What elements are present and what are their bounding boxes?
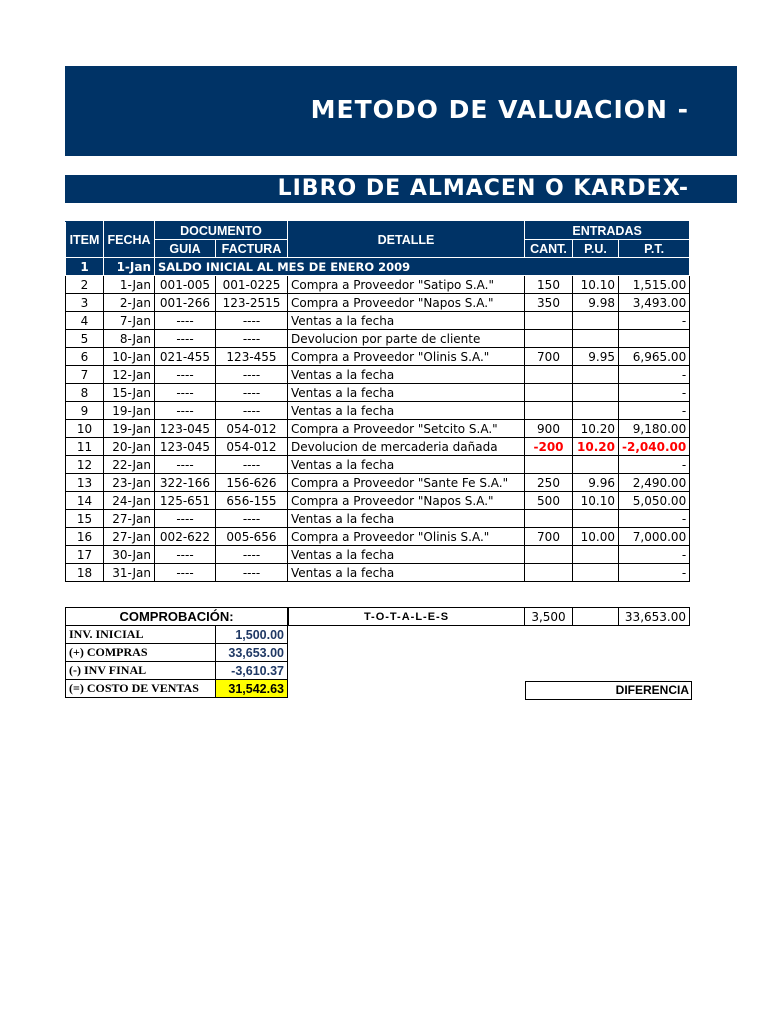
cell-fecha: 27-Jan (104, 510, 155, 528)
cell-factura: 001-0225 (216, 276, 288, 294)
cell-pt: 5,050.00 (619, 492, 690, 510)
subtitle-banner (65, 175, 737, 203)
cell-pt: - (619, 510, 690, 528)
cell-guia: 001-005 (155, 276, 216, 294)
cell-guia: ---- (155, 510, 216, 528)
cell-cant: 500 (525, 492, 573, 510)
cell-detalle: Ventas a la fecha (288, 510, 525, 528)
table-row (66, 384, 690, 402)
cell-cant (525, 564, 573, 582)
cell-pu: 9.98 (573, 294, 619, 312)
header-factura: FACTURA (216, 240, 288, 258)
compras-label: (+) COMPRAS (66, 644, 216, 662)
header-cant: CANT. (525, 240, 573, 258)
cell-item: 16 (66, 528, 104, 546)
cell-detalle: Compra a Proveedor "Satipo S.A." (288, 276, 525, 294)
cell-cant (525, 402, 573, 420)
cell-fecha: 8-Jan (104, 330, 155, 348)
totales-label: T-O-T-A-L-E-S (289, 608, 525, 626)
table-row (66, 330, 690, 348)
cell-factura: ---- (216, 312, 288, 330)
cell-detalle: Ventas a la fecha (288, 402, 525, 420)
cell-fecha: 15-Jan (104, 384, 155, 402)
cell-cant (525, 456, 573, 474)
cell-factura: ---- (216, 456, 288, 474)
inv-inicial-label: INV. INICIAL (66, 626, 216, 644)
cell-pu: 10.00 (573, 528, 619, 546)
cell-detalle: Devolucion por parte de cliente (288, 330, 525, 348)
cell-cant: 350 (525, 294, 573, 312)
cell-item: 10 (66, 420, 104, 438)
cell-item: 17 (66, 546, 104, 564)
cell-item: 4 (66, 312, 104, 330)
cell-guia: 021-455 (155, 348, 216, 366)
page-subtitle: LIBRO DE ALMACEN O KARDEX- (277, 176, 689, 201)
cell-pu (573, 456, 619, 474)
cell-item: 3 (66, 294, 104, 312)
header-entradas: ENTRADAS (525, 222, 690, 240)
cell-pu (573, 564, 619, 582)
compras-value: 33,653.00 (216, 644, 288, 662)
cell-fecha: 27-Jan (104, 528, 155, 546)
cell-guia: ---- (155, 546, 216, 564)
cell-guia: ---- (155, 330, 216, 348)
cell-pu: 9.95 (573, 348, 619, 366)
cell-cant (525, 312, 573, 330)
cell-pt: - (619, 366, 690, 384)
cell-factura: ---- (216, 510, 288, 528)
cell-guia: 123-045 (155, 420, 216, 438)
comprobacion-title: COMPROBACIÓN: (66, 608, 288, 626)
table-row (66, 402, 690, 420)
inv-final-value: -3,610.37 (216, 662, 288, 680)
table-row (66, 456, 690, 474)
cell-detalle: Ventas a la fecha (288, 546, 525, 564)
cell-detalle: Compra a Proveedor "Sante Fe S.A." (288, 474, 525, 492)
diferencia-cell: DIFERENCIA (525, 681, 692, 700)
saldo-item: 1 (66, 258, 104, 276)
saldo-detalle: SALDO INICIAL AL MES DE ENERO 2009 (155, 258, 690, 276)
cell-cant (525, 330, 573, 348)
header-documento: DOCUMENTO (155, 222, 288, 240)
cell-pt: 1,515.00 (619, 276, 690, 294)
cell-detalle: Compra a Proveedor "Setcito S.A." (288, 420, 525, 438)
cell-fecha: 10-Jan (104, 348, 155, 366)
cell-factura: ---- (216, 402, 288, 420)
table-row (66, 366, 690, 384)
cell-detalle: Devolucion de mercaderia dañada (288, 438, 525, 456)
totales-cant: 3,500 (525, 608, 573, 626)
cell-cant (525, 366, 573, 384)
cell-factura: ---- (216, 366, 288, 384)
comprobacion-table (65, 607, 288, 698)
cell-fecha: 19-Jan (104, 402, 155, 420)
cell-factura: ---- (216, 330, 288, 348)
cell-pu: 9.96 (573, 474, 619, 492)
cell-cant (525, 384, 573, 402)
cell-factura: 054-012 (216, 420, 288, 438)
cell-pt: - (619, 456, 690, 474)
cell-pu: 10.10 (573, 492, 619, 510)
cell-item: 5 (66, 330, 104, 348)
totales-pu (573, 608, 619, 626)
cell-guia: 002-622 (155, 528, 216, 546)
cell-fecha: 31-Jan (104, 564, 155, 582)
inv-inicial-value: 1,500.00 (216, 626, 288, 644)
cell-pt: - (619, 546, 690, 564)
cell-fecha: 30-Jan (104, 546, 155, 564)
cell-fecha: 1-Jan (104, 276, 155, 294)
cell-pu (573, 366, 619, 384)
cell-cant: 700 (525, 348, 573, 366)
cell-detalle: Compra a Proveedor "Napos S.A." (288, 294, 525, 312)
cell-item: 11 (66, 438, 104, 456)
header-pt: P.T. (619, 240, 690, 258)
cell-guia: ---- (155, 384, 216, 402)
cell-cant (525, 510, 573, 528)
costo-ventas-label: (=) COSTO DE VENTAS (66, 680, 216, 698)
cell-cant: 150 (525, 276, 573, 294)
cell-factura: ---- (216, 564, 288, 582)
cell-guia: ---- (155, 564, 216, 582)
cell-cant: 700 (525, 528, 573, 546)
cell-item: 14 (66, 492, 104, 510)
cell-fecha: 7-Jan (104, 312, 155, 330)
cell-cant (525, 546, 573, 564)
header-pu: P.U. (573, 240, 619, 258)
cell-detalle: Ventas a la fecha (288, 312, 525, 330)
cell-pu: 10.10 (573, 276, 619, 294)
table-row (66, 546, 690, 564)
saldo-fecha: 1-Jan (104, 258, 155, 276)
cell-fecha: 22-Jan (104, 456, 155, 474)
cell-cant: -200 (525, 438, 573, 456)
inv-final-label: (-) INV FINAL (66, 662, 216, 680)
header-fecha: FECHA (104, 222, 155, 258)
cell-item: 15 (66, 510, 104, 528)
cell-factura: 054-012 (216, 438, 288, 456)
cell-guia: ---- (155, 456, 216, 474)
cell-guia: ---- (155, 366, 216, 384)
table-row (66, 492, 690, 510)
table-row (66, 438, 690, 456)
cell-pu (573, 402, 619, 420)
totales-pt: 33,653.00 (619, 608, 690, 626)
cell-detalle: Compra a Proveedor "Olinis S.A." (288, 528, 525, 546)
table-row (66, 312, 690, 330)
cell-pu (573, 510, 619, 528)
cell-pu: 10.20 (573, 438, 619, 456)
cell-guia: ---- (155, 312, 216, 330)
cell-fecha: 20-Jan (104, 438, 155, 456)
table-row (66, 276, 690, 294)
cell-factura: 656-155 (216, 492, 288, 510)
saldo-row (66, 258, 690, 276)
cell-fecha: 12-Jan (104, 366, 155, 384)
cell-fecha: 19-Jan (104, 420, 155, 438)
cell-item: 8 (66, 384, 104, 402)
cell-pt: - (619, 564, 690, 582)
cell-factura: 005-656 (216, 528, 288, 546)
cell-item: 18 (66, 564, 104, 582)
table-row (66, 420, 690, 438)
cell-pt: -2,040.00 (619, 438, 690, 456)
cell-factura: 123-2515 (216, 294, 288, 312)
cell-fecha: 24-Jan (104, 492, 155, 510)
page-title: METODO DE VALUACION - (310, 95, 689, 124)
cell-cant: 900 (525, 420, 573, 438)
cell-factura: ---- (216, 546, 288, 564)
cell-factura: 156-626 (216, 474, 288, 492)
header-item: ITEM (66, 222, 104, 258)
cell-guia: 125-651 (155, 492, 216, 510)
cell-pt: 9,180.00 (619, 420, 690, 438)
cell-pu (573, 330, 619, 348)
cell-guia: 123-045 (155, 438, 216, 456)
cell-pt: - (619, 384, 690, 402)
cell-item: 2 (66, 276, 104, 294)
cell-pu: 10.20 (573, 420, 619, 438)
cell-pu (573, 312, 619, 330)
table-row (66, 510, 690, 528)
totales-table (288, 607, 690, 626)
cell-pu (573, 546, 619, 564)
cell-fecha: 2-Jan (104, 294, 155, 312)
cell-item: 9 (66, 402, 104, 420)
cell-detalle: Compra a Proveedor "Olinis S.A." (288, 348, 525, 366)
cell-pt: - (619, 402, 690, 420)
cell-factura: ---- (216, 384, 288, 402)
title-banner (65, 66, 737, 156)
cell-pt: 6,965.00 (619, 348, 690, 366)
cell-guia: 001-266 (155, 294, 216, 312)
cell-item: 12 (66, 456, 104, 474)
table-row (66, 564, 690, 582)
cell-detalle: Compra a Proveedor "Napos S.A." (288, 492, 525, 510)
cell-item: 6 (66, 348, 104, 366)
table-row (66, 474, 690, 492)
cell-pt: 3,493.00 (619, 294, 690, 312)
table-row (66, 348, 690, 366)
cell-item: 7 (66, 366, 104, 384)
cell-factura: 123-455 (216, 348, 288, 366)
cell-pt (619, 330, 690, 348)
cell-pu (573, 384, 619, 402)
cell-guia: 322-166 (155, 474, 216, 492)
cell-detalle: Ventas a la fecha (288, 366, 525, 384)
cell-detalle: Ventas a la fecha (288, 564, 525, 582)
table-row (66, 294, 690, 312)
kardex-table (65, 221, 690, 582)
cell-detalle: Ventas a la fecha (288, 384, 525, 402)
costo-ventas-value: 31,542.63 (216, 680, 288, 698)
cell-pt: 7,000.00 (619, 528, 690, 546)
cell-pt: 2,490.00 (619, 474, 690, 492)
header-guia: GUIA (155, 240, 216, 258)
cell-pt: - (619, 312, 690, 330)
header-detalle: DETALLE (288, 222, 525, 258)
cell-item: 13 (66, 474, 104, 492)
cell-guia: ---- (155, 402, 216, 420)
cell-detalle: Ventas a la fecha (288, 456, 525, 474)
table-row (66, 528, 690, 546)
cell-fecha: 23-Jan (104, 474, 155, 492)
cell-cant: 250 (525, 474, 573, 492)
